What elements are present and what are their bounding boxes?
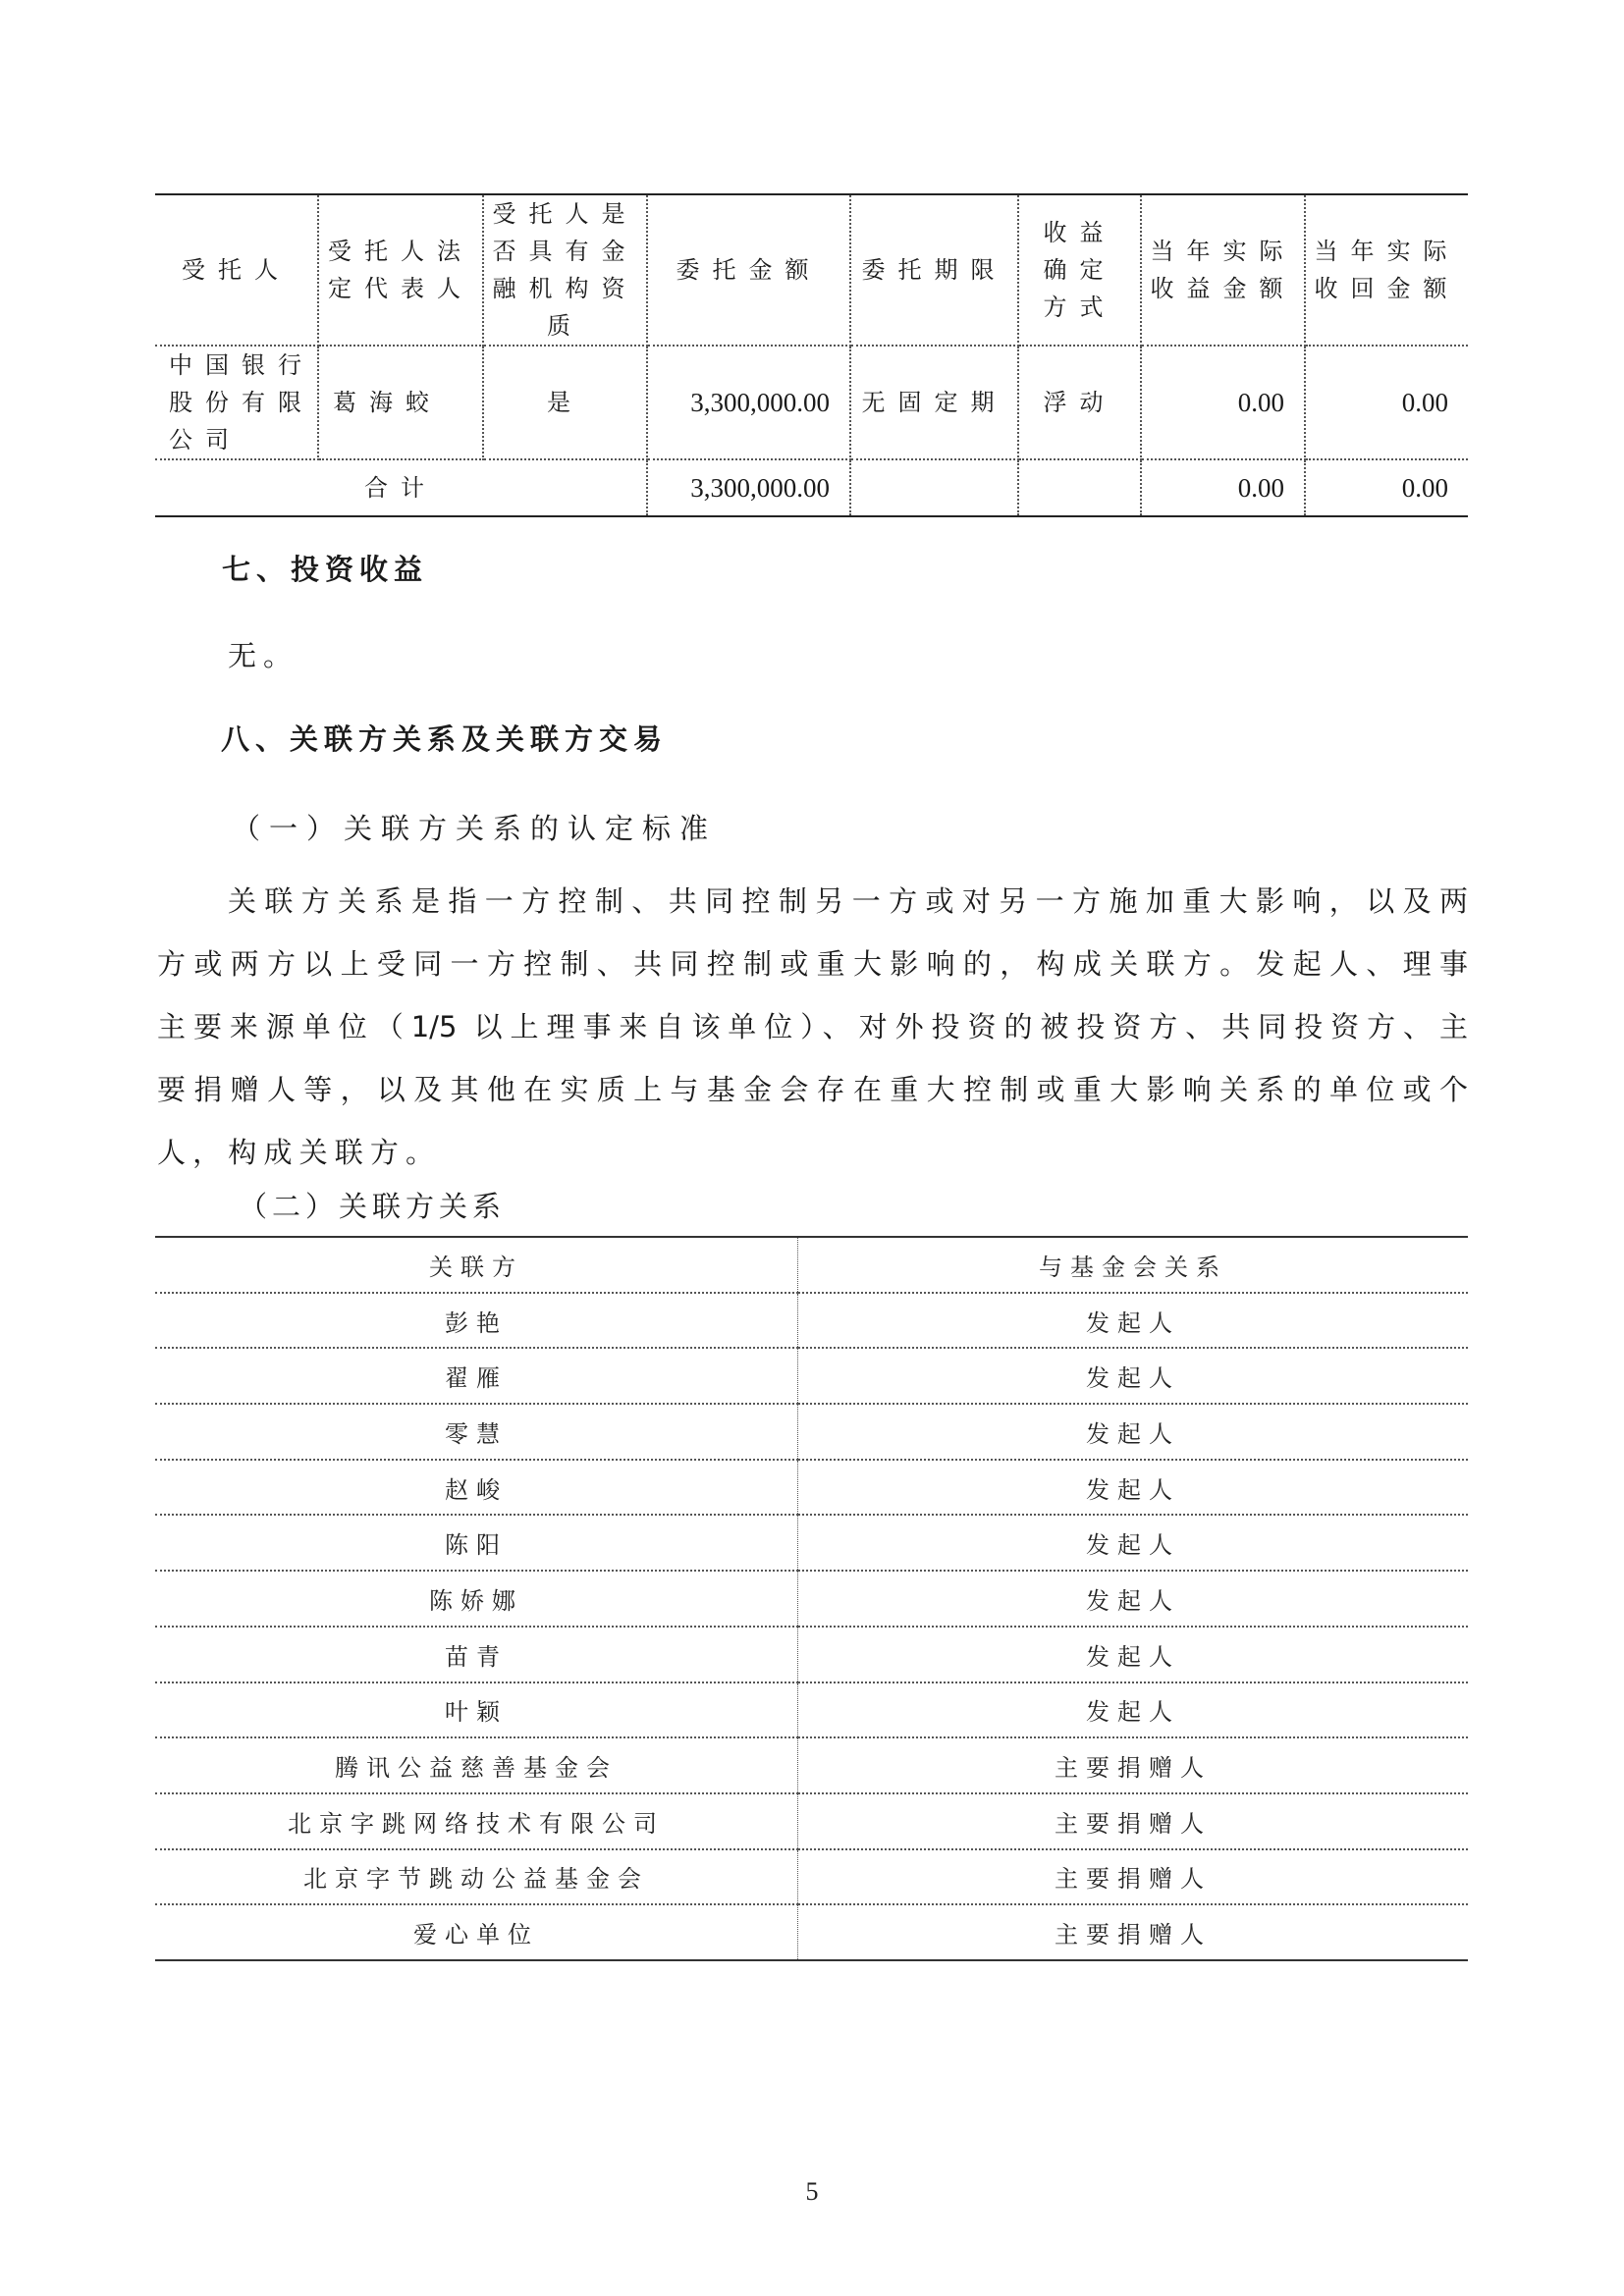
cell-relation: 发起人 bbox=[798, 1460, 1469, 1516]
cell-actual-recovered: 0.00 bbox=[1305, 346, 1468, 459]
cell-relation: 发起人 bbox=[798, 1404, 1469, 1460]
table-row bbox=[155, 1348, 1468, 1404]
cell-legal-rep: 葛海蛟 bbox=[318, 346, 483, 459]
cell-relation: 发起人 bbox=[798, 1515, 1469, 1571]
cell-relation: 发起人 bbox=[798, 1627, 1469, 1682]
table-total-row bbox=[155, 459, 1468, 516]
header-line: 委托期限 bbox=[861, 256, 1007, 284]
header-trustee bbox=[155, 194, 318, 346]
header-term bbox=[850, 194, 1018, 346]
header-line: 当年实际 bbox=[1314, 238, 1460, 265]
cell-line: 股份有限 bbox=[169, 389, 314, 416]
header-line: 委托金额 bbox=[676, 256, 822, 284]
cell-party: 爱心单位 bbox=[155, 1904, 798, 1960]
total-actual-recovered: 0.00 bbox=[1305, 459, 1468, 516]
cell-party: 北京字节跳动公益基金会 bbox=[155, 1849, 798, 1905]
cell-amount: 3,300,000.00 bbox=[647, 346, 850, 459]
table-header-row bbox=[155, 1237, 1468, 1293]
cell-term: 无固定期 bbox=[850, 346, 1018, 459]
cell-party: 翟雁 bbox=[155, 1348, 798, 1404]
total-term bbox=[850, 459, 1018, 516]
cell-party: 陈娇娜 bbox=[155, 1571, 798, 1627]
paragraph-line: 关联方关系是指一方控制、共同控制另一方或对另一方施加重大影响，以及两 bbox=[228, 884, 1468, 918]
table-row bbox=[155, 1849, 1468, 1905]
header-line: 收回金额 bbox=[1314, 275, 1460, 302]
header-income-method bbox=[1018, 194, 1141, 346]
table-row bbox=[155, 1682, 1468, 1738]
header-legal-rep bbox=[318, 194, 483, 346]
header-line: 否具有金 bbox=[492, 238, 638, 265]
table-header-row bbox=[155, 194, 1468, 346]
cell-relation: 主要捐赠人 bbox=[798, 1904, 1469, 1960]
cell-actual-income: 0.00 bbox=[1141, 346, 1305, 459]
header-line: 融机构资 bbox=[492, 275, 638, 302]
cell-relation: 主要捐赠人 bbox=[798, 1737, 1469, 1793]
cell-income-method: 浮动 bbox=[1018, 346, 1141, 459]
header-line: 当年实际 bbox=[1150, 238, 1296, 265]
paragraph-line: 人，构成关联方。 bbox=[157, 1136, 442, 1169]
cell-relation: 主要捐赠人 bbox=[798, 1849, 1469, 1905]
section-8-heading: 八、关联方关系及关联方交易 bbox=[221, 722, 669, 756]
paragraph-line: 要捐赠人等，以及其他在实质上与基金会存在重大控制或重大影响关系的单位或个 bbox=[157, 1073, 1468, 1106]
page-number: 5 bbox=[805, 2177, 819, 2206]
cell-party: 赵峻 bbox=[155, 1460, 798, 1516]
total-amount: 3,300,000.00 bbox=[647, 459, 850, 516]
header-line: 方式 bbox=[1043, 294, 1116, 321]
header-line: 定代表人 bbox=[328, 275, 473, 302]
table-row bbox=[155, 1737, 1468, 1793]
header-amount bbox=[647, 194, 850, 346]
cell-party: 彭艳 bbox=[155, 1293, 798, 1349]
table-row bbox=[155, 1460, 1468, 1516]
cell-qualified: 是 bbox=[483, 346, 647, 459]
header-line: 受托人是 bbox=[492, 200, 638, 228]
subsection-2-heading: （二）关联方关系 bbox=[239, 1190, 507, 1223]
section-7-body: 无。 bbox=[228, 639, 299, 672]
header-line: 收益金额 bbox=[1150, 275, 1296, 302]
table-row bbox=[155, 1293, 1468, 1349]
total-actual-income: 0.00 bbox=[1141, 459, 1305, 516]
header-line: 确定 bbox=[1043, 256, 1116, 284]
header-relation: 与基金会关系 bbox=[798, 1237, 1469, 1293]
table-row bbox=[155, 1793, 1468, 1849]
paragraph-line: 主要来源单位（1/5 以上理事来自该单位）、对外投资的被投资方、共同投资方、主 bbox=[157, 1010, 1468, 1043]
table-row bbox=[155, 1571, 1468, 1627]
total-label: 合计 bbox=[155, 459, 647, 516]
cell-relation: 发起人 bbox=[798, 1348, 1469, 1404]
cell-relation: 发起人 bbox=[798, 1682, 1469, 1738]
cell-relation: 发起人 bbox=[798, 1571, 1469, 1627]
cell-party: 腾讯公益慈善基金会 bbox=[155, 1737, 798, 1793]
header-line: 受托人 bbox=[182, 256, 291, 284]
header-related-party: 关联方 bbox=[155, 1237, 798, 1293]
related-party-definition-paragraph bbox=[157, 870, 1483, 1184]
header-line: 质 bbox=[547, 312, 583, 340]
table-row bbox=[155, 1515, 1468, 1571]
header-actual-income bbox=[1141, 194, 1305, 346]
subsection-1-heading: （一）关联方关系的认定标准 bbox=[232, 812, 718, 845]
header-line: 受托人法 bbox=[328, 238, 473, 265]
cell-party: 零慧 bbox=[155, 1404, 798, 1460]
cell-party: 北京字跳网络技术有限公司 bbox=[155, 1793, 798, 1849]
cell-party: 陈阳 bbox=[155, 1515, 798, 1571]
cell-party: 苗青 bbox=[155, 1627, 798, 1682]
header-line: 收益 bbox=[1043, 219, 1116, 246]
section-7-heading: 七、投资收益 bbox=[222, 553, 429, 586]
header-qualification bbox=[483, 194, 647, 346]
cell-relation: 主要捐赠人 bbox=[798, 1793, 1469, 1849]
cell-line: 公司 bbox=[169, 426, 242, 454]
table-row bbox=[155, 1904, 1468, 1960]
related-party-table bbox=[155, 1236, 1468, 1961]
total-income-method bbox=[1018, 459, 1141, 516]
table-row bbox=[155, 346, 1468, 459]
table-row bbox=[155, 1404, 1468, 1460]
table-row bbox=[155, 1627, 1468, 1682]
cell-line: 中国银行 bbox=[169, 351, 314, 379]
cell-relation: 发起人 bbox=[798, 1293, 1469, 1349]
paragraph-line: 方或两方以上受同一方控制、共同控制或重大影响的，构成关联方。发起人、理事 bbox=[157, 947, 1468, 981]
entrusted-investment-table bbox=[155, 193, 1468, 517]
cell-trustee bbox=[155, 346, 318, 459]
header-actual-recovered bbox=[1305, 194, 1468, 346]
cell-party: 叶颖 bbox=[155, 1682, 798, 1738]
